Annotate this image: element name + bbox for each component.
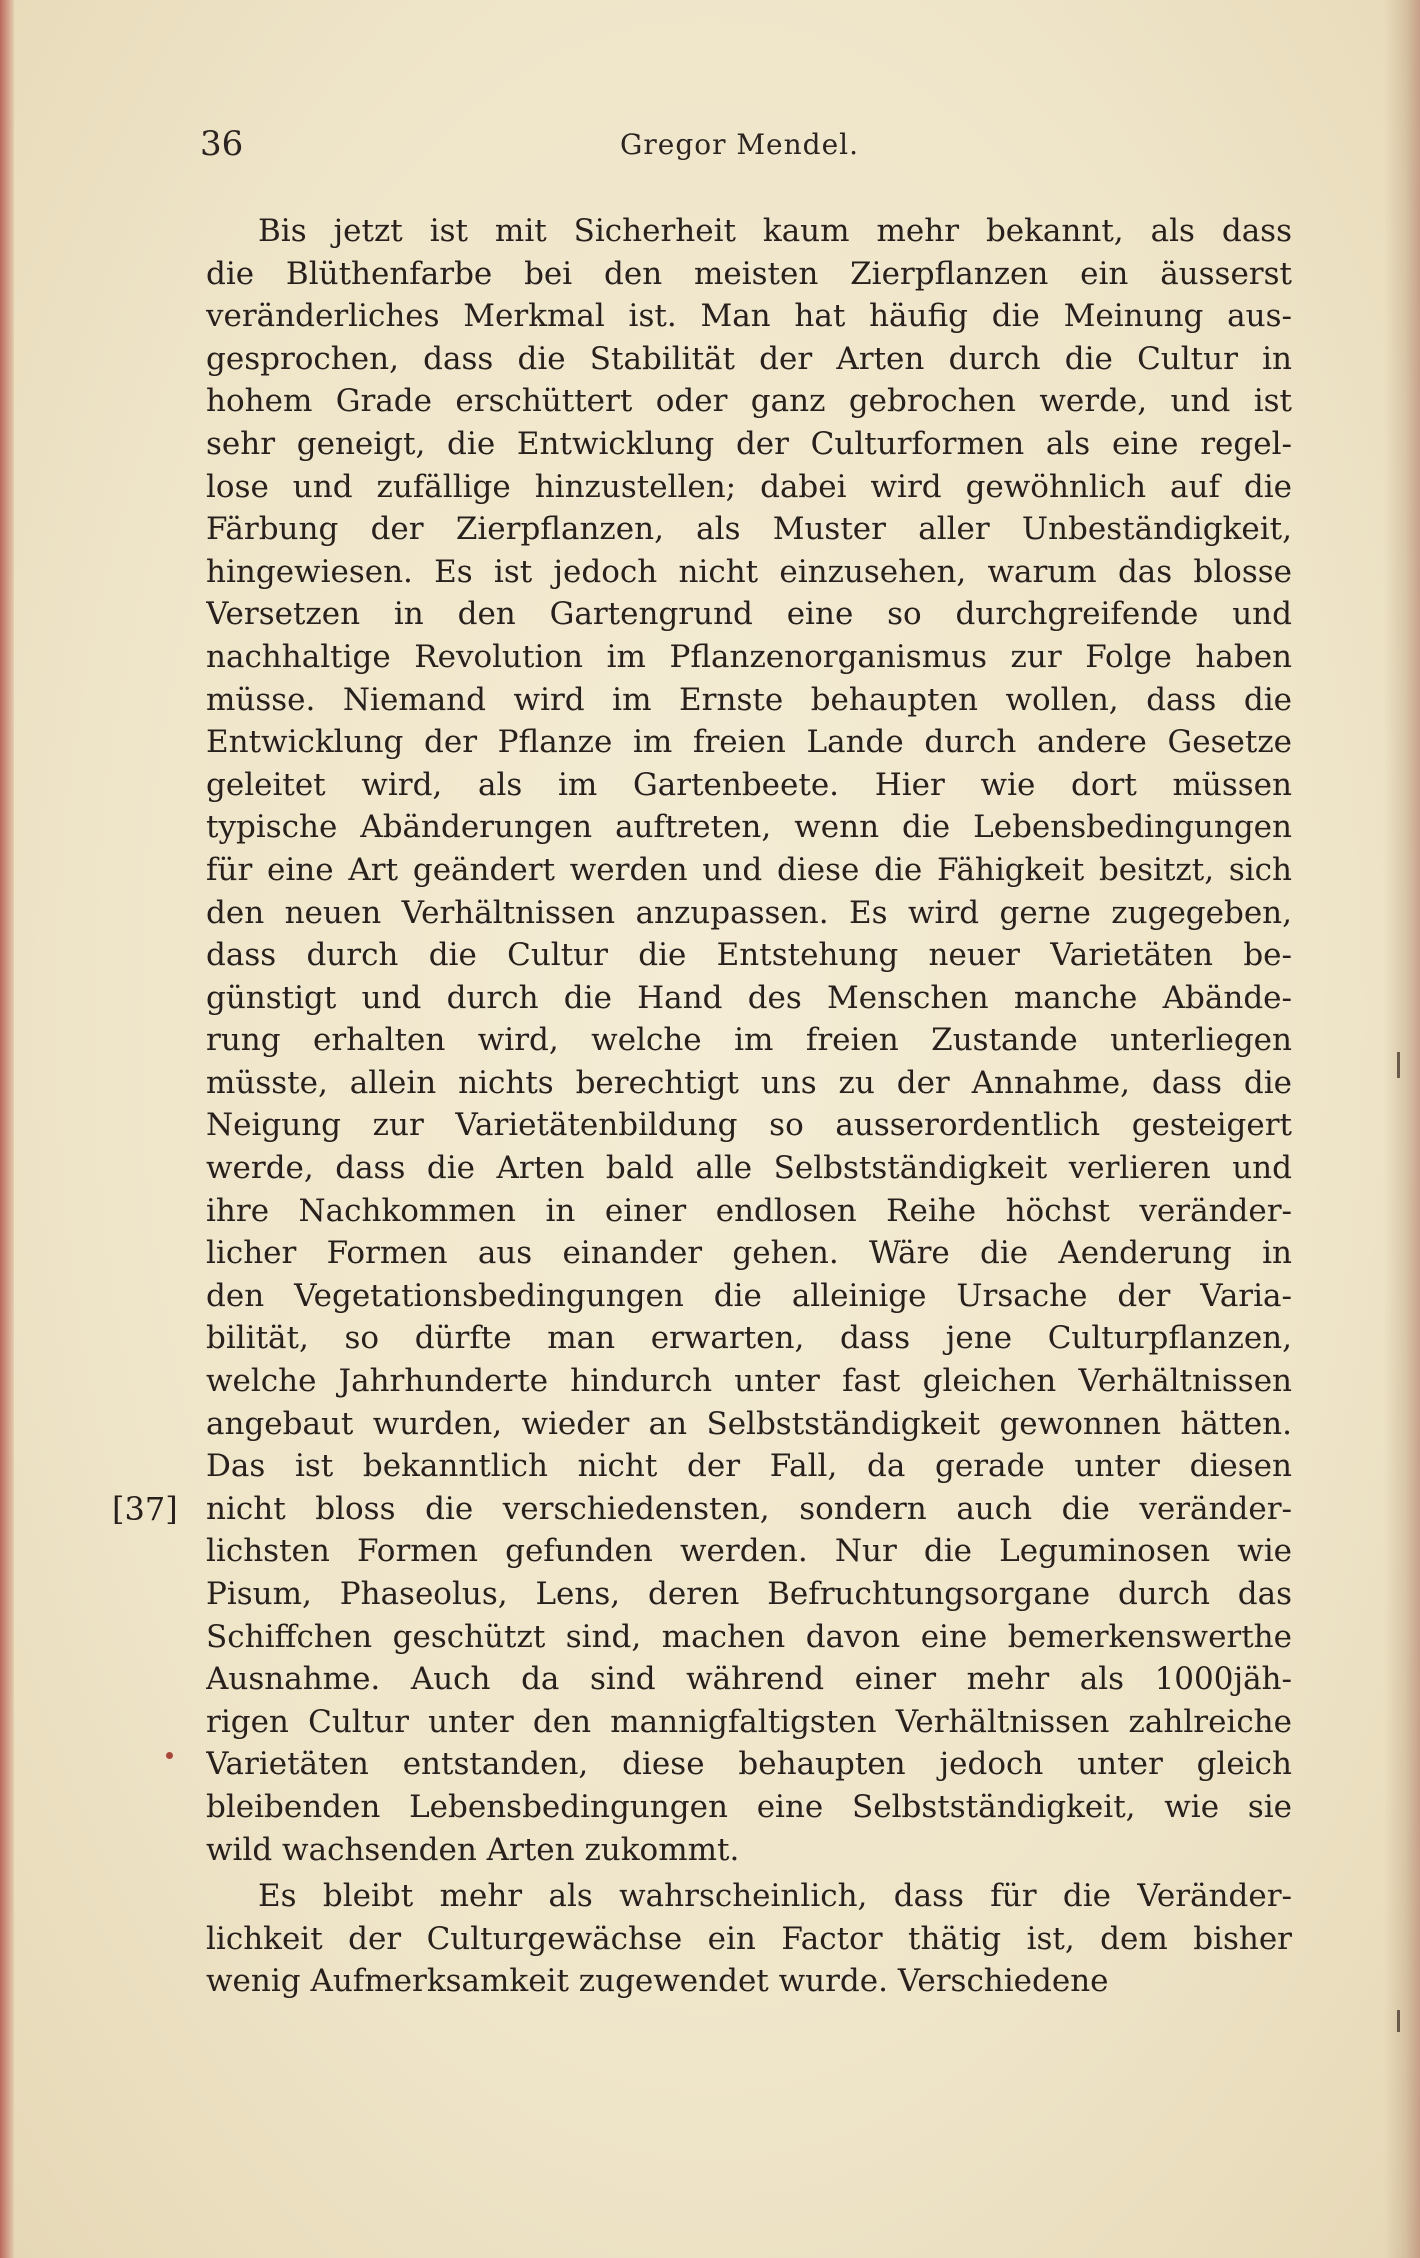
text-line: Pisum, Phaseolus, Lens, deren Befruchtungsorgane durch das [206, 1576, 1292, 1612]
text-line: wild wachsenden Arten zukommt. [206, 1831, 740, 1868]
text-line: Ausnahme. Auch da sind während einer mehr als 1000jäh- [206, 1661, 1292, 1698]
binding-edge [0, 0, 14, 2258]
text-line: veränderliches Merkmal ist. Man hat häufig die Meinung aus- [206, 298, 1292, 335]
text-line: werde, dass die Arten bald alle Selbstständigkeit verlieren und [206, 1150, 1292, 1187]
text-line: bleibenden Lebensbedingungen eine Selbstständigkeit, wie sie [206, 1788, 1292, 1825]
text-line: lichkeit der Culturgewächse ein Factor thätig ist, dem bisher [206, 1920, 1292, 1957]
text-line: welche Jahrhunderte hindurch unter fast gleichen Verhältnissen [206, 1363, 1292, 1400]
text-line: Entwicklung der Pflanze im freien Lande durch andere Gesetze [206, 724, 1292, 761]
paragraph [206, 210, 1292, 1871]
page-number: 36 [200, 124, 244, 164]
body-text [206, 210, 1292, 2003]
text-line: müsse. Niemand wird im Ernste behaupten wollen, dass die [206, 681, 1292, 718]
text-line: Neigung zur Varietätenbildung so ausserordentlich gesteigert [206, 1107, 1292, 1144]
text-line: typische Abänderungen auftreten, wenn die Lebensbedingungen [206, 809, 1292, 846]
text-line: angebaut wurden, wieder an Selbstständigkeit gewonnen hätten. [206, 1405, 1292, 1442]
text-line: Versetzen in den Gartengrund eine so durchgreifende und [206, 596, 1292, 633]
text-line: Das ist bekanntlich nicht der Fall, da gerade unter diesen [206, 1448, 1292, 1485]
margin-tick-mark [1397, 2010, 1400, 2032]
text-line: die Blüthenfarbe bei den meisten Zierpflanzen ein äusserst [206, 255, 1292, 292]
text-line: dass durch die Cultur die Entstehung neuer Varietäten be- [206, 937, 1292, 974]
text-line: nachhaltige Revolution im Pflanzenorganismus zur Folge haben [206, 638, 1292, 675]
text-line: hohem Grade erschüttert oder ganz gebrochen werde, und ist [206, 383, 1292, 420]
running-head: Gregor Mendel. [620, 128, 860, 161]
text-line: rigen Cultur unter den mannigfaltigsten Verhältnissen zahlreiche [206, 1703, 1292, 1740]
text-line: nicht bloss die verschiedensten, sondern auch die veränder- [206, 1490, 1292, 1527]
text-line: ihre Nachkommen in einer endlosen Reihe höchst veränder- [206, 1192, 1292, 1229]
text-line: gesprochen, dass die Stabilität der Arten durch die Cultur in [206, 340, 1292, 377]
text-line: lose und zufällige hinzustellen; dabei wird gewöhnlich auf die [206, 468, 1292, 505]
text-line: günstigt und durch die Hand des Menschen manche Abände- [206, 979, 1292, 1016]
page-header [200, 124, 1292, 172]
margin-dot-mark [166, 1752, 173, 1759]
text-line: sehr geneigt, die Entwicklung der Culturformen als eine regel- [206, 425, 1292, 462]
text-line: Färbung der Zierpflanzen, als Muster aller Unbeständigkeit, [206, 511, 1292, 548]
text-line: für eine Art geändert werden und diese die Fähigkeit besitzt, sich [206, 851, 1292, 888]
text-line: bilität, so dürfte man erwarten, dass jene Culturpflanzen, [206, 1320, 1292, 1357]
margin-tick-mark [1397, 1052, 1400, 1078]
text-line: wenig Aufmerksamkeit zugewendet wurde. Verschiedene [206, 1963, 1109, 2000]
text-line: hingewiesen. Es ist jedoch nicht einzusehen, warum das blosse [206, 553, 1292, 590]
text-line: den neuen Verhältnissen anzupassen. Es wird gerne zugegeben, [206, 894, 1292, 931]
text-line: lichsten Formen gefunden werden. Nur die Leguminosen wie [206, 1533, 1292, 1570]
text-line: Varietäten entstanden, diese behaupten jedoch unter gleich [206, 1746, 1292, 1783]
paragraph [206, 1875, 1292, 2003]
text-line: den Vegetationsbedingungen die alleinige Ursache der Varia- [206, 1277, 1292, 1314]
text-line: Es bleibt mehr als wahrscheinlich, dass für die Veränder- [258, 1878, 1292, 1915]
text-line: geleitet wird, als im Gartenbeete. Hier wie dort müssen [206, 766, 1292, 803]
margin-page-reference: [37] [112, 1490, 178, 1528]
text-line: Bis jetzt ist mit Sicherheit kaum mehr bekannt, als dass [258, 213, 1292, 249]
text-line: Schiffchen geschützt sind, machen davon eine bemerkenswerthe [206, 1618, 1292, 1655]
text-line: müsste, allein nichts berechtigt uns zu der Annahme, dass die [206, 1064, 1292, 1101]
text-line: licher Formen aus einander gehen. Wäre die Aenderung in [206, 1235, 1292, 1272]
page-edge-shadow [1384, 0, 1420, 2258]
text-line: rung erhalten wird, welche im freien Zustande unterliegen [206, 1022, 1292, 1059]
